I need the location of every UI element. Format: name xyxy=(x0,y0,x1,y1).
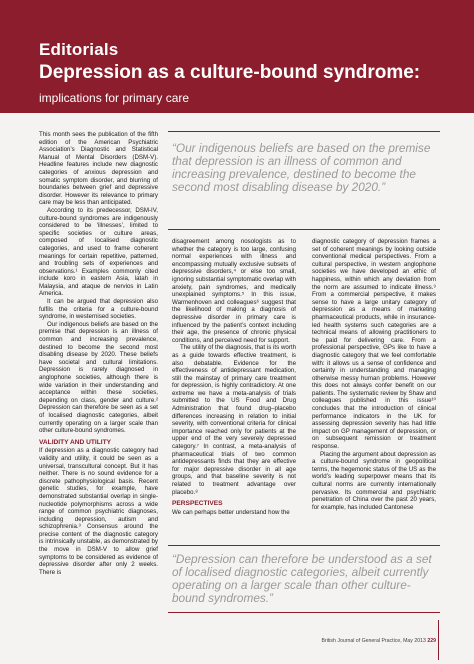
section-heading-perspectives: PERSPECTIVES xyxy=(172,500,223,508)
pull-quote-top: “Our indigenous beliefs are based on the premise that depression is an illness of common and increasing prevalence, destined to become the second most disabling disease by 2020.” xyxy=(172,141,431,194)
paragraph: Our indigenous beliefs are based on the premise that depression is an illness of common and increasing prevalence, destined to become the second most disabling disease by 2020. These beliefs have societal and cultural limitations. Depression is rarely diagnosed in anglophone societies, although there is wide variation in their understanding and acceptance within these societies, depending on class, gender and culture.² Depression can therefore be seen as a set of localised diagnostic categories, albeit currently operating on a larger scale than other culture-bound syndromes. xyxy=(39,320,158,435)
bottom-quote-rule xyxy=(168,545,440,546)
bottom-quote-bottom-rule xyxy=(168,612,440,613)
column-1 xyxy=(39,131,158,576)
pull-quote-bottom: “Depression can therefore be understood as a set of localised diagnostic categories, albeit currently operating on a larger scale than other culture-bound syndromes.” xyxy=(172,552,432,605)
column-2 xyxy=(172,238,296,516)
paragraph: diagnostic category of depression frames a set of coherent meanings by looking outside conventional medical perspectives. From a cultural perspective, in western anglophone societies we have developed an ethic of happiness, within which any deviation from the norm are assumed to indicate illness.⁹ From a commercial perspective, it makes sense to have a large unitary category of depression as a means of marketing pharmaceutical products, while in insurance-led health systems such categories are a technical means of allowing practitioners to be paid for delivering care. From a professional perspective, GPs like to have a diagnostic category that we feel comfortable with: it allows us a sense of confidence and certainty in understanding and managing otherwise messy human problems. However this does not always confer benefit on our patients. The systematic review by Shaw and colleagues published in this issue¹⁰ concludes that the introduction of clinical performance indicators in the UK for assessing depression severity has had little impact on GP management of depression, or on subsequent remission or treatment response. xyxy=(312,238,436,451)
footer-divider xyxy=(438,620,439,660)
paragraph: The utility of the diagnosis, that is its worth as a guide towards effective treatment, is also debatable. Evidence for the effectiveness of antidepressant medication, still the mainstay of primary care treatment for depression, is highly contradictory. At one extreme we have a meta-analysis of trials submitted to the US Food and Drug Administration that found drug–placebo differences increasing in relation to initial severity, with conventional criteria for clinical importance reached only for patients at the upper end of the very severely depressed category.⁷ In contrast, a meta-analysis of pharmaceutical trials of two common antidepressants finds that they are effective for major depressive disorder in all age groups, and that baseline severity is not related to treatment advantage over placebo.⁸ xyxy=(172,344,296,496)
paragraph: We can perhaps better understand how the xyxy=(172,508,290,516)
paragraph: It can be argued that depression also fulfils the criteria for a culture-bound syndrome, in westernised societies. xyxy=(39,298,158,321)
page-footer xyxy=(322,638,437,644)
article-subtitle: implications for primary care xyxy=(39,91,190,105)
section-kicker: Editorials xyxy=(39,40,119,59)
paragraph: This month sees the publication of the fifth edition of the American Psychiatric Association’s Diagnostic and Statistical Manual of Mental Disorders (DSM-V). Headline features include new diagnostic categories of anxious depression and somatic symptom disorder, and blurring of boundaries between grief and depressive disorder. However its relevance to primary care may be less than anticipated. xyxy=(39,131,158,207)
article-title: Depression as a culture-bound syndrome: xyxy=(39,62,421,83)
paragraph: According to its predecessor, DSM-IV, culture-bound syndromes are indigenously considered to be ‘illnesses’, limited to specific societies or culture areas, composed of localised diagnostic categories, and used to frame coherent meanings for certain repetitive, patterned, and troubling sets of experiences and observations.¹ Examples commonly cited include koro in eastern Asia, latah in Malaysia, and ataque de nervios in Latin America. xyxy=(39,206,158,298)
section-heading-validity: VALIDITY AND UTILITY xyxy=(39,438,112,446)
paragraph: If depression as a diagnostic category had validity and utility, it could be seen as a universal, transcultural concept. But it has neither. There is no sound evidence for a discrete pathophysiological basis. Recent genetic studies, for example, have demonstrated substantial overlap in single-nucleotide polymorphisms across a wide range of common psychiatric diagnoses, including depression, autism and schizophrenia.³ Consensus around the precise content of the diagnostic category is intrinsically unstable, as demonstrated by the move in DSM-V to allow grief symptoms to be considered as evidence of depressive disorder after only 2 weeks. There is xyxy=(39,447,158,576)
editorial-banner xyxy=(0,0,474,113)
page-number: 229 xyxy=(427,638,436,644)
top-quote-rule xyxy=(168,131,440,132)
paragraph: Placing the argument about depression as a culture-bound syndrome in geopolitical terms, the hegemonic status of the US as the world’s leading superpower means that its cultural norms are currently internationally pervasive. Its commercial and psychiatric penetration of China over the past 20 years, for example, has included Cantonese xyxy=(312,450,436,511)
column-3 xyxy=(312,238,436,511)
journal-citation: British Journal of General Practice, May 2013 xyxy=(321,638,426,644)
paragraph: disagreement among nosologists as to whether the category is too large, confusing normal experiences with illness and encompassing mutually exclusive subsets of depressive disorders,⁴ or else too small, ignoring substantial symptomatic overlap with anxiety, pain syndromes, and medically unexplained symptoms.⁵ In this issue, Warmenhoven and colleagues⁶ suggest that the likelihood of making a diagnosis of depressive disorder in primary care is influenced by the patient’s context including their age, the presence of chronic physical conditions, and perceived need for support. xyxy=(172,238,296,344)
top-quote-bottom-rule xyxy=(168,229,440,230)
